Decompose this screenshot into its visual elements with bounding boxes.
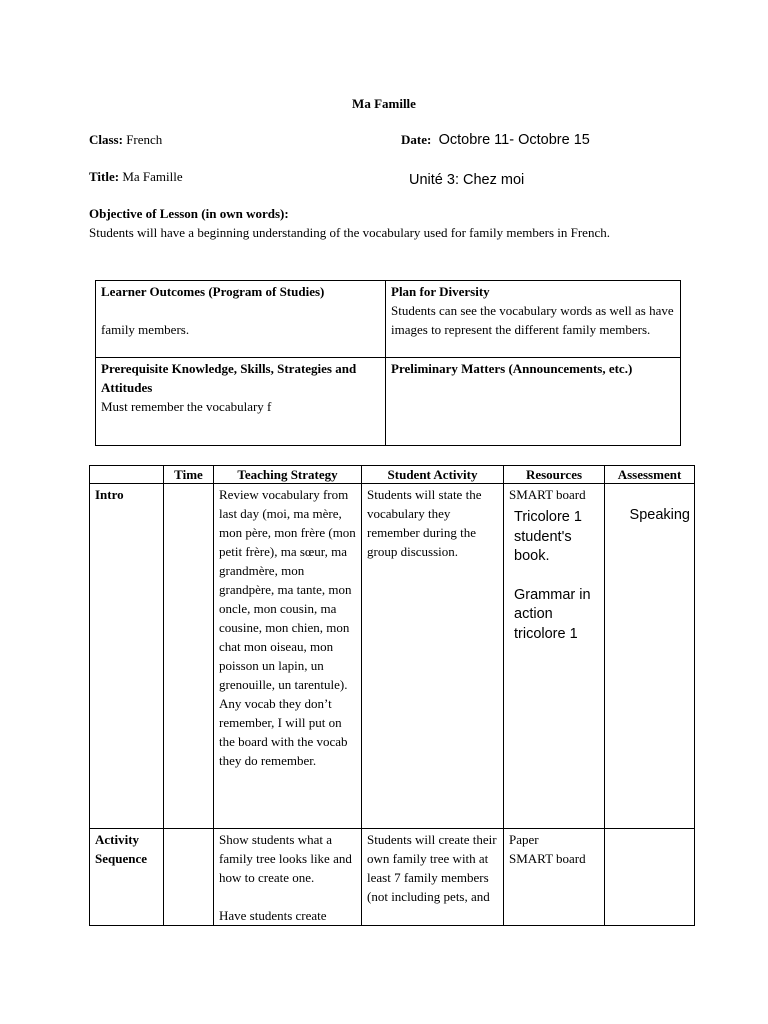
learner-outcomes-cell	[96, 281, 386, 358]
intro-student-activity: Students will state the vocabulary they remember during the group discussion.	[367, 487, 482, 559]
learner-outcomes-text: family members.	[101, 322, 190, 337]
header-teaching-strategy: Teaching Strategy	[214, 466, 362, 484]
class-line	[89, 130, 162, 149]
date-label: Date:	[401, 132, 432, 147]
document-title: Ma Famille	[352, 96, 416, 111]
header-row-label	[90, 466, 164, 484]
lesson-table-header-row	[90, 466, 695, 484]
table-row-intro	[90, 484, 695, 829]
outcomes-table	[95, 280, 681, 446]
intro-resource-grammar: Grammar in action tricolore 1	[514, 586, 591, 642]
activity-resource-paper: Paper	[509, 832, 539, 847]
header-student-activity: Student Activity	[362, 466, 504, 484]
activity-teaching-strategy-2: Have students create	[219, 908, 327, 923]
preliminary-matters-heading: Preliminary Matters (Announcements, etc.)	[391, 361, 633, 376]
row-label-activity-sequence: Activity Sequence	[95, 832, 147, 866]
header-time: Time	[164, 466, 214, 484]
unit-value: Unité 3: Chez moi	[409, 172, 525, 188]
objective-heading: Objective of Lesson (in own words):	[89, 206, 289, 221]
activity-time	[164, 829, 213, 830]
prerequisite-heading: Prerequisite Knowledge, Skills, Strategies and Attitudes	[101, 361, 357, 395]
intro-resource-smart-board: SMART board	[509, 487, 586, 502]
title-value: Ma Famille	[122, 169, 183, 184]
activity-assessment	[605, 829, 694, 830]
class-value: French	[126, 132, 163, 147]
class-label: Class:	[89, 132, 123, 147]
table-row-activity-sequence	[90, 829, 695, 926]
objective-text: Students will have a beginning understanding of the vocabulary used for family members in French.	[89, 225, 610, 240]
prerequisite-cell	[96, 358, 386, 446]
activity-student-activity: Students will create their own family tree with at least 7 family members (not including pets, and	[367, 832, 497, 904]
activity-teaching-strategy-1: Show students what a family tree looks like and how to create one.	[219, 832, 352, 885]
intro-time	[164, 484, 213, 485]
lesson-table	[89, 465, 695, 926]
date-line	[401, 130, 590, 151]
header-assessment: Assessment	[605, 466, 695, 484]
preliminary-matters-cell	[386, 358, 681, 446]
intro-assessment: Speaking	[629, 507, 690, 523]
intro-teaching-strategy: Review vocabulary from last day (moi, ma mère, mon père, mon frère (mon petit frère), ma sœur, ma grandmère, mon grandpère, ma tante, mon oncle, mon cousin, ma cousine, mon chien, mon chat mon oiseau, mon poisson un lapin, un grenouille, un tarentule). Any vocab they don’t remember, I will put on the board with the vocab they do remember.	[219, 487, 356, 768]
header-resources: Resources	[504, 466, 605, 484]
plan-diversity-text: Students can see the vocabulary words as well as have images to represent the different family members.	[391, 303, 674, 337]
prerequisite-text: Must remember the vocabulary f	[101, 399, 272, 414]
title-label: Title:	[89, 169, 120, 184]
date-value: Octobre 11- Octobre 15	[438, 132, 590, 148]
plan-diversity-cell	[386, 281, 681, 358]
intro-resource-tricolore: Tricolore 1 student's book.	[514, 509, 582, 564]
plan-diversity-heading: Plan for Diversity	[391, 284, 490, 299]
row-label-intro: Intro	[95, 487, 124, 502]
learner-outcomes-heading: Learner Outcomes (Program of Studies)	[101, 284, 325, 299]
title-line	[89, 167, 183, 186]
activity-resource-smart-board: SMART board	[509, 851, 586, 866]
